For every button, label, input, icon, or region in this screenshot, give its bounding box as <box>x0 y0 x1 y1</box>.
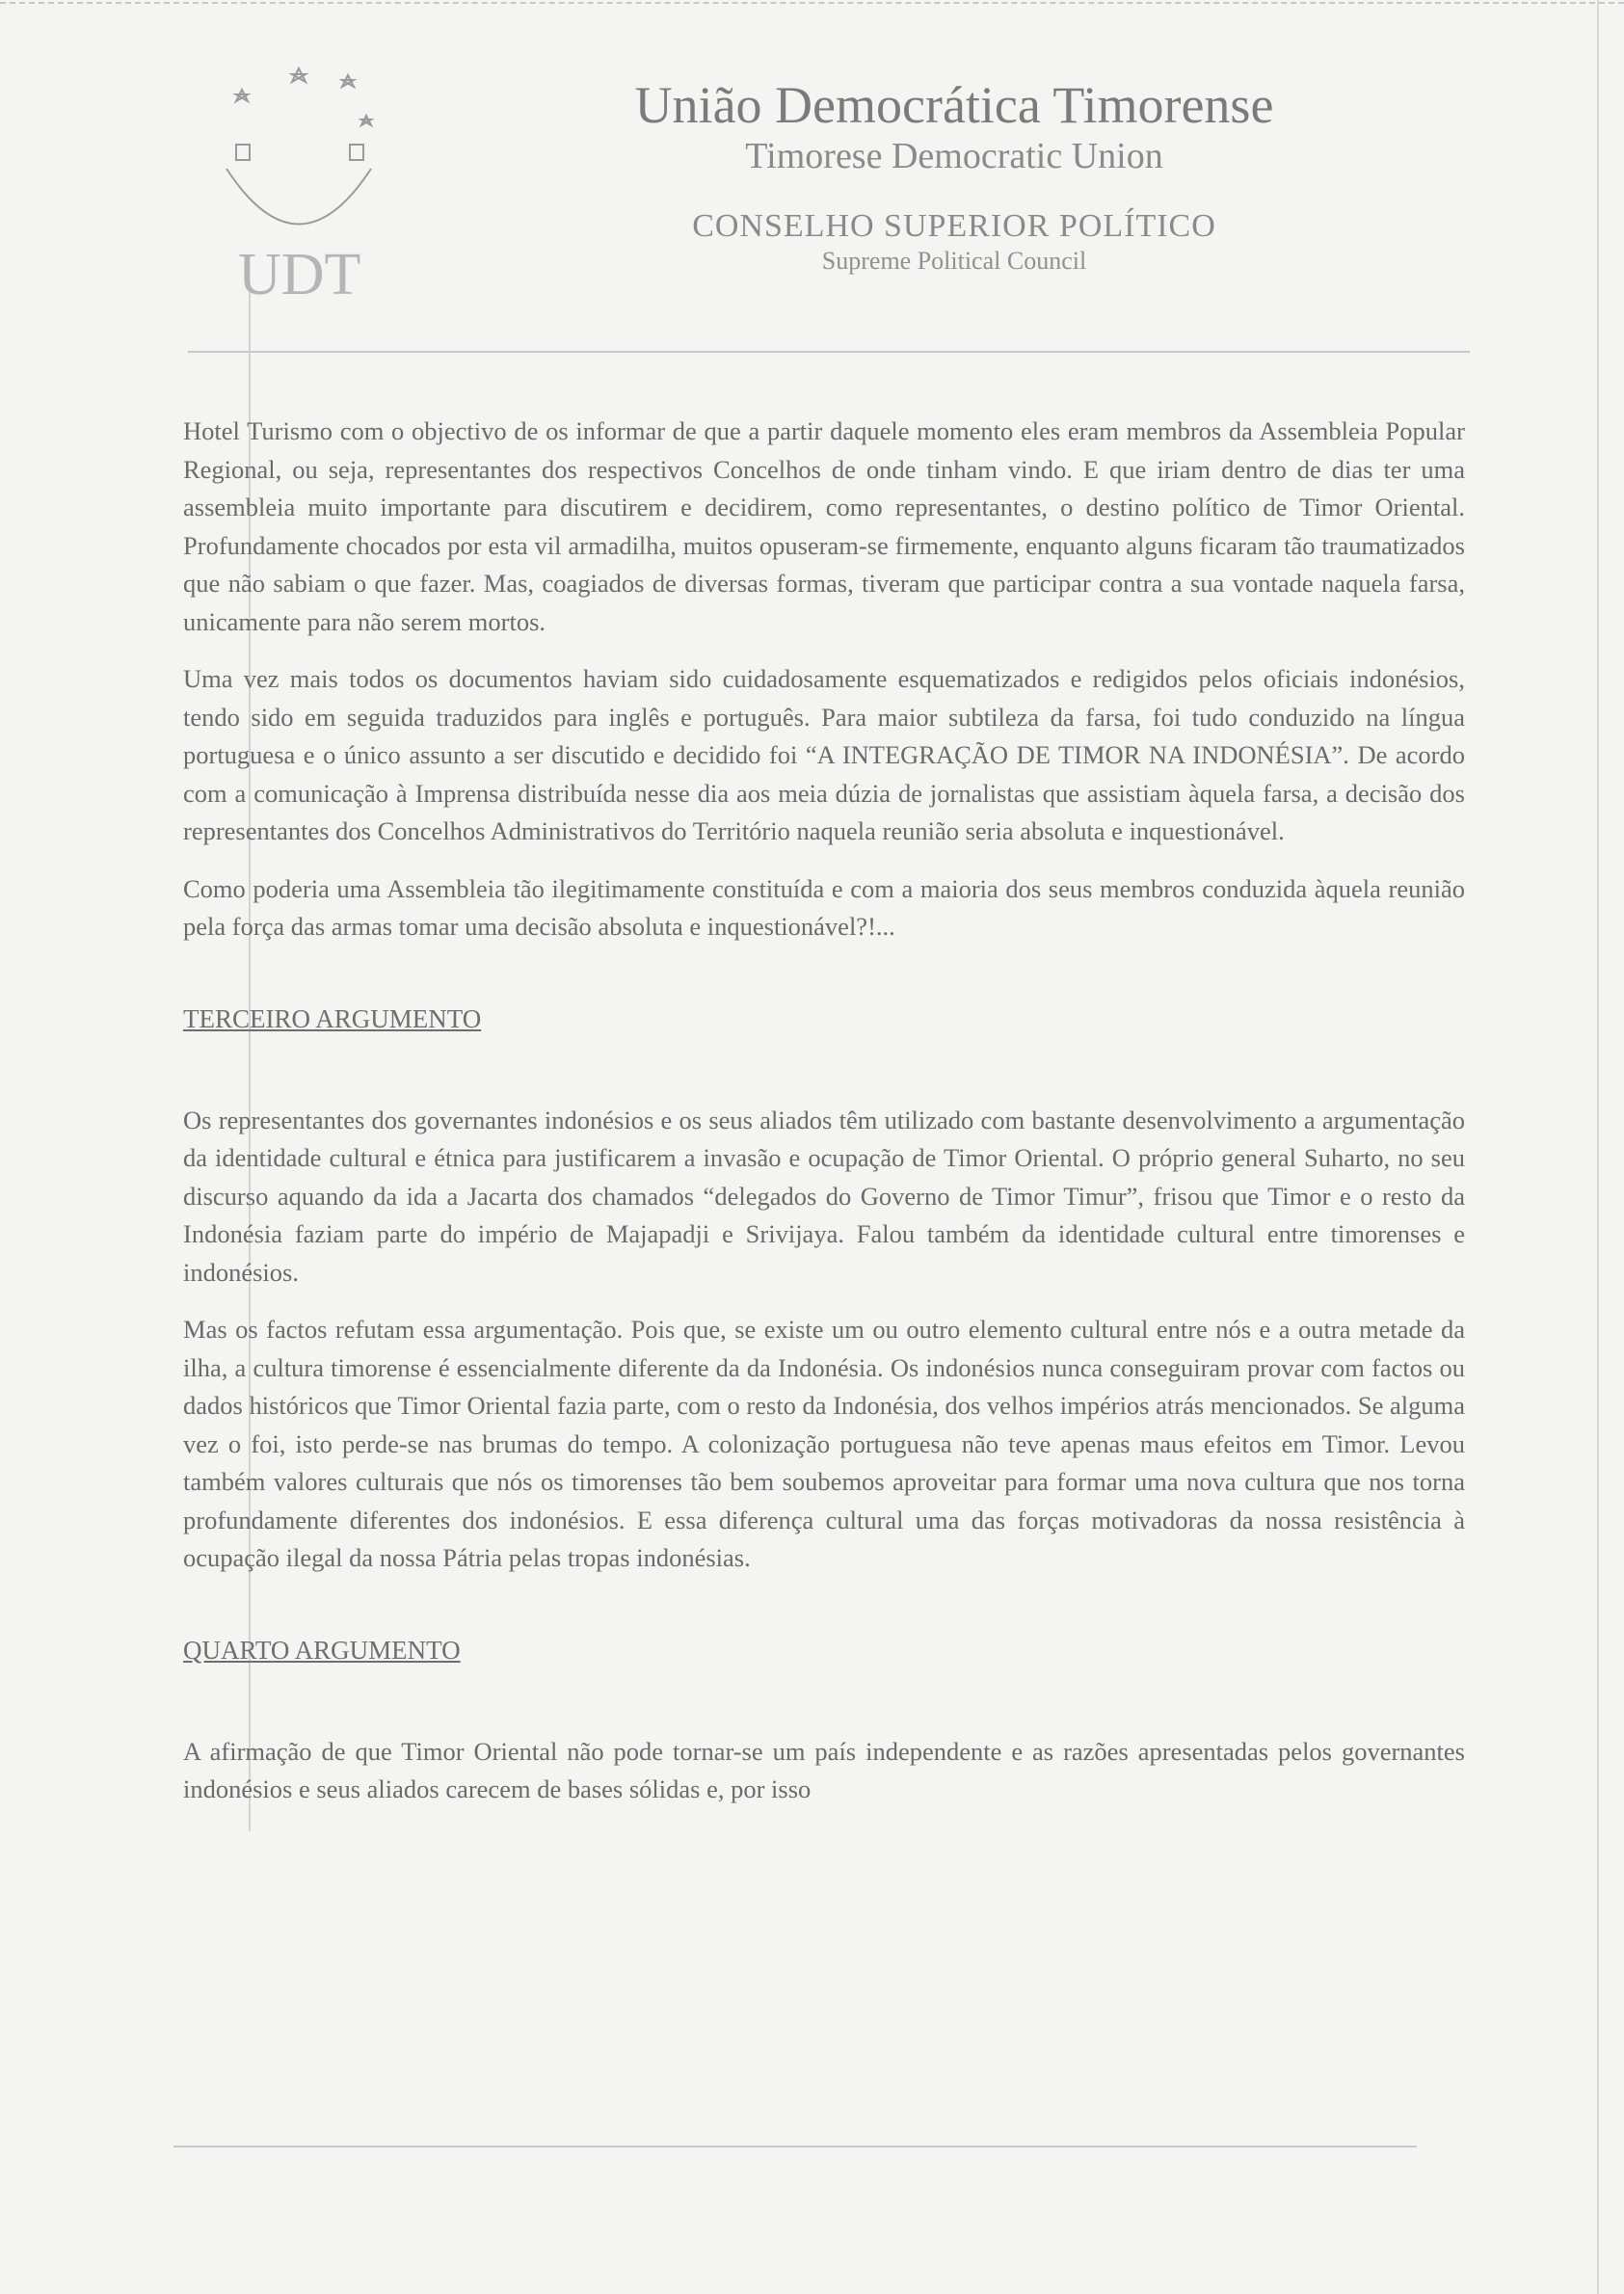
paragraph: Hotel Turismo com o objectivo de os informar de que a partir daquele momento eles eram membros da Assembleia Popular Regional, ou seja, representantes dos respectivos Concelhos de onde tinham vindo. E que iriam dentro de dias ter uma assembleia muito importante para discutirem e decidirem, como representantes, o destino político de Timor Oriental. Profundamente chocados por esta vil armadilha, muitos opuseram-se firmemente, enquanto alguns ficaram tão traumatizados que não sabiam o que fazer. Mas, coagiados de diversas formas, tiveram que participar contra a sua vontade naquela farsa, unicamente para não serem mortos. <box>183 416 1465 636</box>
document-body <box>183 413 1465 1828</box>
section-heading-third-argument: TERCEIRO ARGUMENTO <box>183 1003 482 1033</box>
svg-text:UDT: UDT <box>238 242 361 304</box>
paragraph: Uma vez mais todos os documentos haviam sido cuidadosamente esquematizados e redigidos pelos oficiais indonésios, tendo sido em seguida traduzidos para inglês e português. Para maior subtileza da farsa, foi tudo conduzido na língua portuguesa e o único assunto a ser discutido e decidido foi “A INTEGRAÇÃO DE TIMOR NA INDONÉSIA”. De acordo com a comunicação à Imprensa distribuída nesse dia aos meia dúzia de jornalistas que assistiam àquela farsa, a decisão dos representantes dos Concelhos Administrativos do Território naquela reunião seria absoluta e inquestionável. <box>183 664 1465 845</box>
paragraph: Como poderia uma Assembleia tão ilegitimamente constituída e com a maioria dos seus membros conduzida àquela reunião pela força das armas tomar uma decisão absoluta e inquestionável?!... <box>183 873 1465 941</box>
page-edge <box>1597 0 1599 2294</box>
paragraph: Os representantes dos governantes indonésios e os seus aliados têm utilizado com bastante desenvolvimento a argumentação da identidade cultural e étnica para justificarem a invasão e ocupação de Timor Oriental. O próprio general Suharto, no seu discurso aquando da ida a Jacarta dos chamados “delegados do Governo de Timor Timur”, frisou que Timor e o resto da Indonésia faziam parte do império de Majapadji e Srivijaya. Falou também da identidade cultural entre timorenses e indonésios. <box>183 1105 1465 1287</box>
letterhead <box>443 75 1465 276</box>
council-name-english: Supreme Political Council <box>821 246 1087 275</box>
organization-name: União Democrática Timorense <box>634 76 1274 134</box>
council-name: CONSELHO SUPERIOR POLÍTICO <box>692 207 1216 244</box>
organization-name-english: Timorese Democratic Union <box>745 136 1163 177</box>
udt-logo-icon <box>188 53 410 304</box>
paragraph: Mas os factos refutam essa argumentação. Pois que, se existe um ou outro elemento cultural entre nós e a outra metade da ilha, a cultura timorense é essencialmente diferente da da Indonésia. Os indonésios nunca conseguiram provar com factos ou dados históricos que Timor Oriental fazia parte, com o resto da Indonésia, dos velhos impérios atrás mencionados. Se alguma vez o foi, isto perde-se nas brumas do tempo. A colonização portuguesa não teve apenas maus efeitos em Timor. Levou também valores culturais que nós os timorenses tão bem soubemos aproveitar para formar uma nova cultura que nos torna profundamente diferentes dos indonésios. E essa diferença cultural uma das forças motivadoras da nossa resistência à ocupação ilegal da nossa Pátria pelas tropas indonésias. <box>183 1315 1465 1572</box>
paragraph: A afirmação de que Timor Oriental não pode tornar-se um país independente e as razões apresentadas pelos governantes indonésios e seus aliados carecem de bases sólidas e, por isso <box>183 1736 1465 1803</box>
footer-divider <box>173 2146 1417 2147</box>
perforation-line <box>0 2 1624 4</box>
header-divider <box>188 351 1470 353</box>
section-heading-fourth-argument: QUARTO ARGUMENTO <box>183 1635 461 1665</box>
